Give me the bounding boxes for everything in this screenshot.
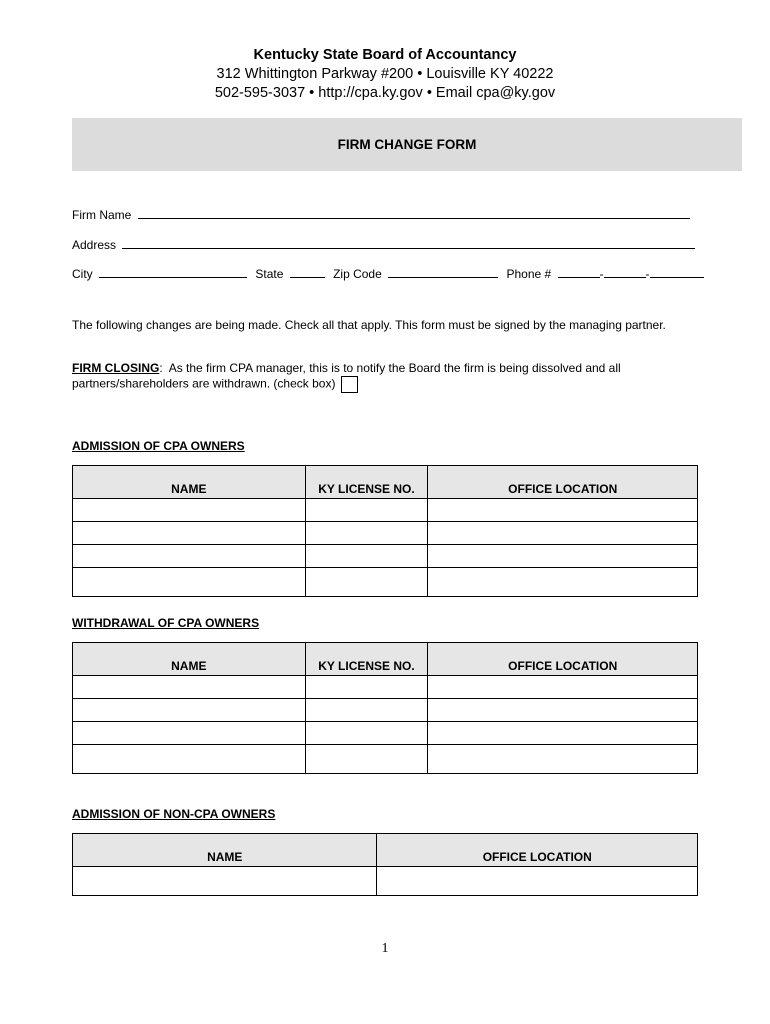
city-label: City — [72, 267, 93, 281]
state-label: State — [255, 267, 284, 281]
instructions: The following changes are being made. Check all that apply. This form must be signed by the managing partner. — [72, 318, 666, 332]
firm-name-row — [72, 207, 690, 222]
table-cell[interactable] — [73, 867, 377, 896]
phone-separator: - — [645, 267, 650, 281]
table-cell[interactable] — [73, 699, 306, 722]
table-cell[interactable] — [305, 545, 428, 568]
table-cell[interactable] — [428, 499, 698, 522]
phone-prefix-field[interactable] — [604, 266, 646, 278]
table-cell[interactable] — [377, 867, 698, 896]
phone-line-field[interactable] — [650, 266, 704, 278]
firm-name-field[interactable] — [138, 207, 690, 219]
section-title-withdrawal-cpa: WITHDRAWAL OF CPA OWNERS — [72, 616, 260, 630]
column-header-office-location: OFFICE LOCATION — [377, 834, 698, 867]
organization-address: 312 Whittington Parkway #200 • Louisville KY 40222 — [216, 66, 554, 82]
section-title-admission-cpa: ADMISSION OF CPA OWNERS — [72, 439, 245, 453]
table-cell[interactable] — [305, 522, 428, 545]
table-cell[interactable] — [305, 699, 428, 722]
section-title-admission-noncpa: ADMISSION OF NON-CPA OWNERS — [72, 807, 276, 821]
phone-label: Phone # — [506, 267, 552, 281]
table-cell[interactable] — [73, 722, 306, 745]
table-cell[interactable] — [428, 745, 698, 774]
organization-contact: 502-595-3037 • http://cpa.ky.gov • Email cpa@ky.gov — [214, 85, 556, 101]
table-cell[interactable] — [428, 676, 698, 699]
table-cell[interactable] — [428, 545, 698, 568]
withdrawal-cpa-table — [72, 642, 698, 774]
address-label: Address — [72, 238, 117, 252]
table-cell[interactable] — [305, 568, 428, 597]
firm-closing-checkbox[interactable] — [341, 376, 358, 393]
table-cell[interactable] — [428, 522, 698, 545]
table-cell[interactable] — [305, 676, 428, 699]
firm-closing-colon: : — [159, 361, 163, 375]
column-header-license: KY LICENSE NO. — [305, 643, 428, 676]
table-cell[interactable] — [305, 499, 428, 522]
firm-name-label: Firm Name — [72, 208, 132, 222]
table-cell[interactable] — [73, 745, 306, 774]
form-title: FIRM CHANGE FORM — [337, 137, 477, 152]
table-cell[interactable] — [73, 522, 306, 545]
phone-area-field[interactable] — [558, 266, 600, 278]
organization-name: Kentucky State Board of Accountancy — [253, 47, 517, 63]
column-header-office-location: OFFICE LOCATION — [428, 643, 698, 676]
phone-separator: - — [599, 267, 604, 281]
table-cell[interactable] — [73, 545, 306, 568]
column-header-office-location: OFFICE LOCATION — [428, 466, 698, 499]
state-field[interactable] — [290, 266, 325, 278]
city-state-zip-phone-row — [72, 266, 704, 281]
column-header-name: NAME — [73, 466, 306, 499]
firm-closing-block — [72, 361, 672, 393]
table-cell[interactable] — [305, 745, 428, 774]
zip-label: Zip Code — [333, 267, 382, 281]
table-cell[interactable] — [73, 676, 306, 699]
column-header-license: KY LICENSE NO. — [305, 466, 428, 499]
address-row — [72, 237, 695, 252]
firm-closing-label: FIRM CLOSING — [72, 361, 160, 375]
column-header-name: NAME — [73, 834, 377, 867]
admission-noncpa-table — [72, 833, 698, 896]
table-cell[interactable] — [428, 699, 698, 722]
column-header-name: NAME — [73, 643, 306, 676]
table-cell[interactable] — [73, 499, 306, 522]
form-title-band — [72, 118, 742, 171]
table-cell[interactable] — [305, 722, 428, 745]
zip-field[interactable] — [388, 266, 498, 278]
table-cell[interactable] — [428, 722, 698, 745]
city-field[interactable] — [99, 266, 247, 278]
table-cell[interactable] — [428, 568, 698, 597]
page-number: 1 — [381, 941, 389, 956]
address-field[interactable] — [122, 237, 695, 249]
table-cell[interactable] — [73, 568, 306, 597]
admission-cpa-table — [72, 465, 698, 597]
firm-closing-text: As the firm CPA manager, this is to notify the Board the firm is being dissolved and all partners/shareholders are withdrawn. (check box) — [72, 361, 621, 391]
header — [0, 46, 770, 103]
